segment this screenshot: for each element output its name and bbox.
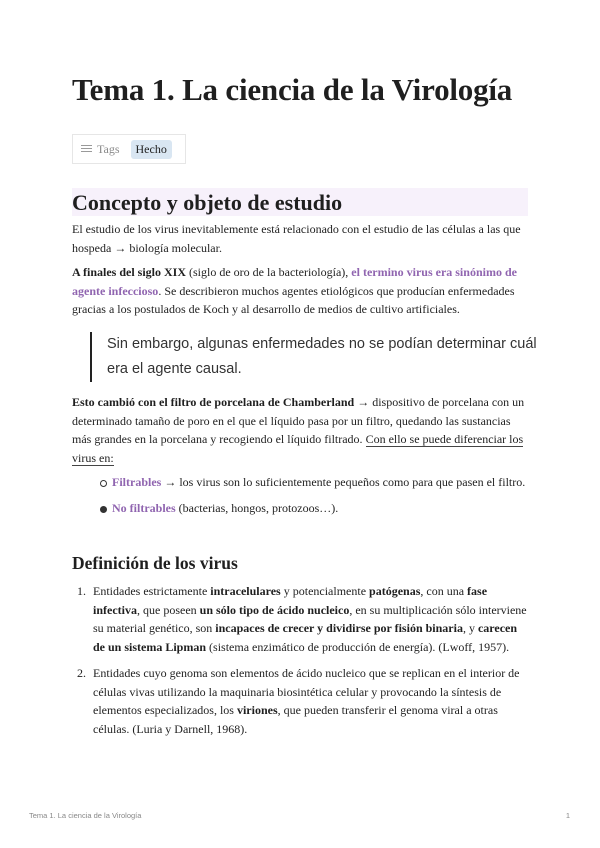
tags-label: Tags [97, 141, 120, 156]
plain-text: (bacterias, hongos, protozoos…). [175, 500, 339, 515]
term-text: Filtrables [112, 475, 162, 489]
term-text: No filtrables [112, 500, 176, 515]
underlined-text: Con ello se puede diferenciar los virus en: [72, 432, 524, 465]
list-item [72, 499, 528, 518]
paragraph-history [72, 263, 528, 319]
item-number: 1. [77, 584, 86, 598]
definitions-list [72, 582, 528, 746]
list-icon [81, 145, 92, 153]
tag-chip[interactable]: Hecho [131, 140, 172, 159]
bold-text: patógenas [369, 584, 421, 598]
item-number: 2. [77, 666, 86, 680]
bold-text: Esto cambió con el filtro de porcelana de Chamberland [72, 395, 355, 409]
subsection-heading: Definición de los virus [72, 553, 238, 573]
circle-bullet-icon [100, 480, 107, 487]
paragraph-chamberland [72, 393, 528, 467]
plain-text: (sistema enzimático de producción de energía). (Lwoff, 1957). [206, 639, 510, 654]
plain-text: , y [462, 621, 478, 635]
plain-text: , con una [420, 584, 468, 598]
plain-text: , que poseen [137, 602, 200, 617]
page-number: 1 [565, 811, 570, 820]
list-item [72, 473, 528, 492]
paragraph-intro: El estudio de los virus inevitablemente está relacionado con el estudio de las células a las que hospeda → biología molecular. [72, 222, 521, 255]
bold-text: incapaces de crecer y dividirse por fisión binaria [215, 621, 463, 635]
plain-text: → los virus son lo suficientemente pequeños como para que pasen el filtro. [161, 475, 526, 489]
bold-text: un sólo tipo de ácido nucleico [199, 602, 350, 617]
plain-text: , en su multiplicación sólo interviene su material genético, son [93, 602, 527, 635]
plain-text: . Se describieron muchos agentes etiológicos que producían enfermedades gracias a los postulados de Koch y al desarrollo de medios de cultivo artificiales. [72, 283, 515, 316]
virus-types-list [72, 473, 528, 524]
plain-text: Entidades cuyo genoma son elementos de ácido nucleico que se replican en el interior de células vivas utilizando la maquinaria biosintética celular y provocando la síntesis de elementos especializados, los [93, 666, 520, 717]
definition-item [72, 582, 528, 656]
bold-text: viriones [236, 703, 278, 717]
plain-text: (siglo de oro de la bacteriología), [186, 265, 352, 279]
plain-text: , que pueden transferir el genoma viral a otras células. (Luria y Darnell, 1968). [93, 703, 498, 736]
bold-text: carecen de un sistema Lipman [93, 621, 518, 654]
bold-text: fase infectiva [93, 584, 488, 617]
blockquote: Sin embargo, algunas enfermedades no se podían determinar cuál era el agente causal. [90, 332, 547, 382]
plain-text: y potencialmente [280, 584, 370, 598]
footer-title: Tema 1. La ciencia de la Virología [29, 811, 142, 820]
bold-text: intracelulares [210, 584, 281, 598]
disc-bullet-icon [100, 506, 107, 513]
definition-item [72, 664, 528, 738]
properties-row [72, 134, 186, 164]
section-heading: Concepto y objeto de estudio [72, 188, 528, 216]
highlight-text: el termino virus era sinónimo de agente infeccioso [72, 265, 517, 298]
bold-text: A finales del siglo XIX [72, 265, 187, 279]
page-title: Tema 1. La ciencia de la Virología [72, 72, 513, 107]
plain-text: → dispositivo de porcelana con un determinado tamaño de poro en el que el líquido pasa por un filtro, quedando las sustancias más grandes en la porcelana y recogiendo el líquido filtrado. [72, 395, 525, 446]
plain-text: Entidades estrictamente [93, 584, 211, 598]
